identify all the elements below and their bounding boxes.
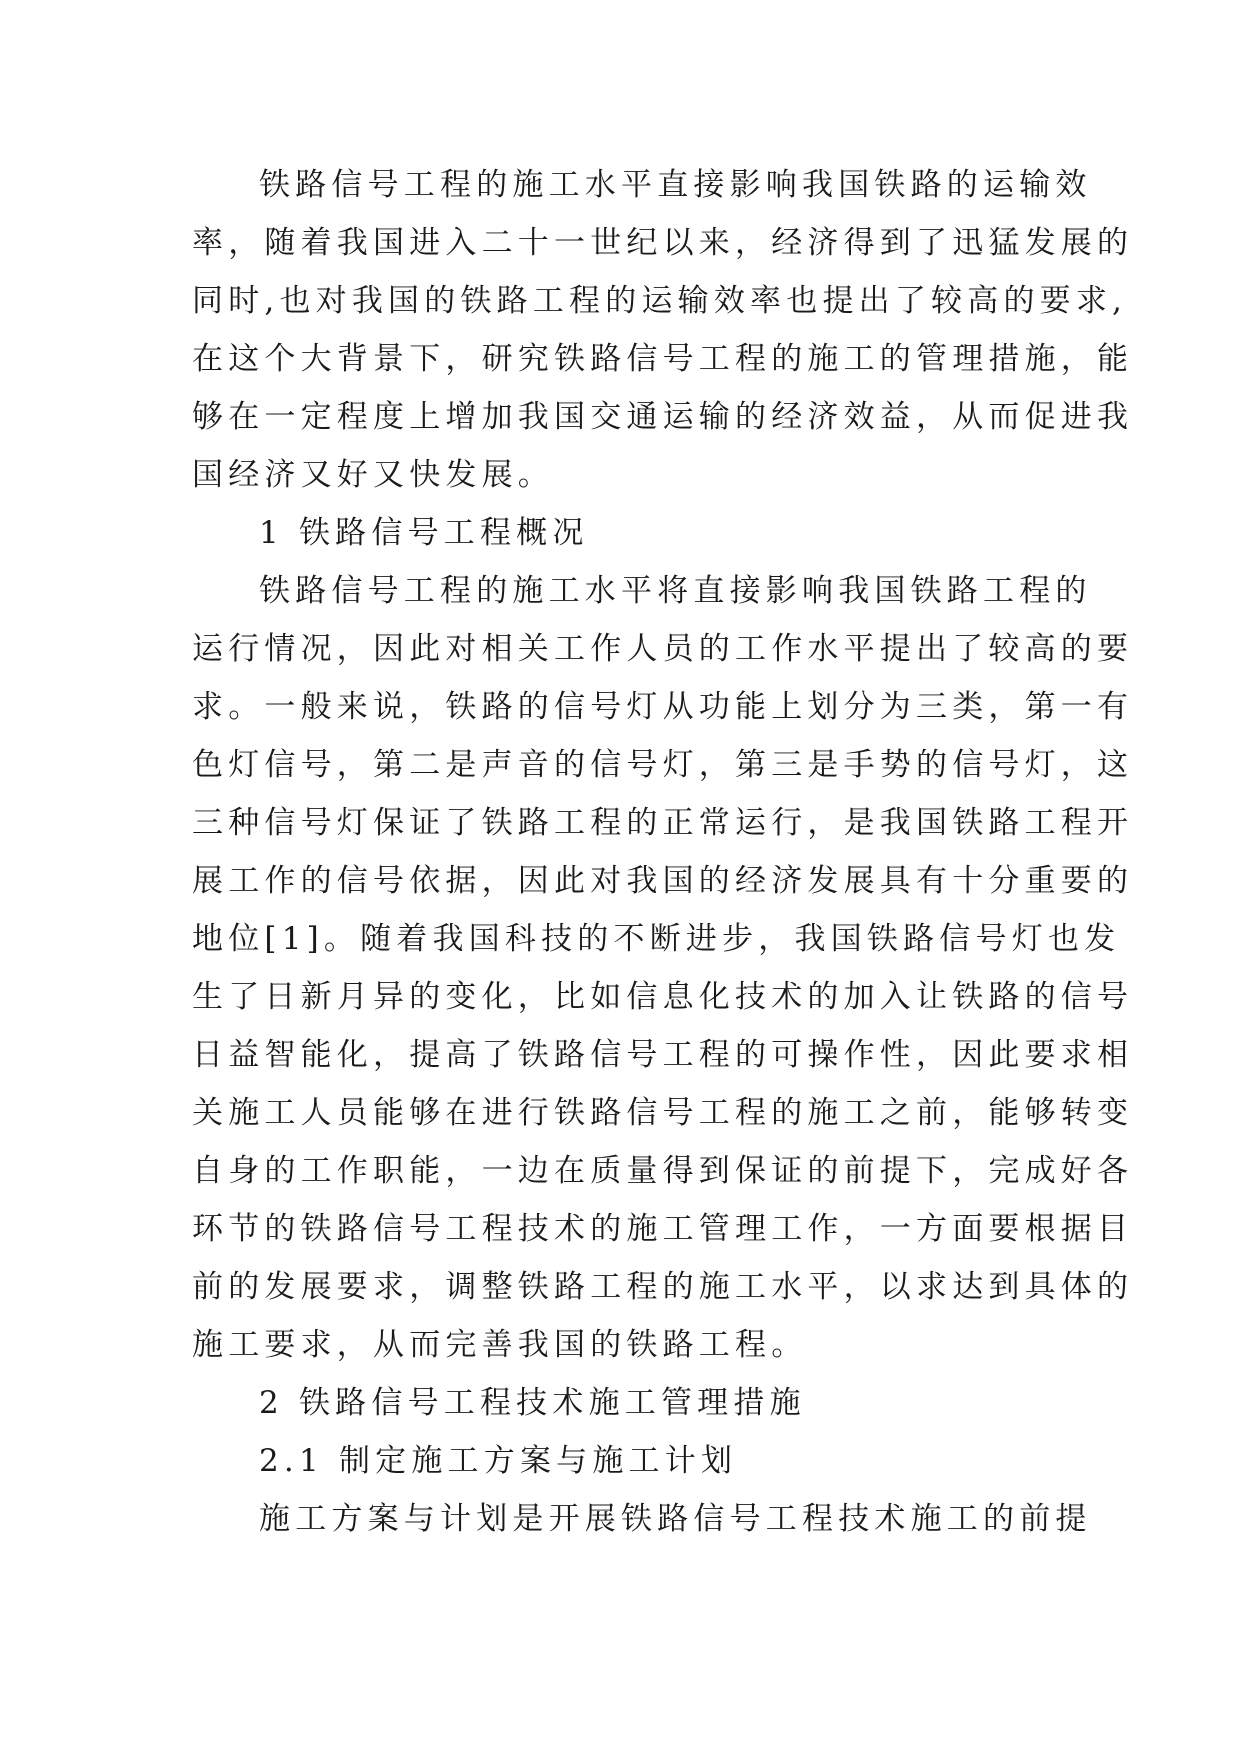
paragraph-1-line-6: 国经济又好又快发展。 — [192, 457, 554, 493]
paragraph-1-line-4: 在这个大背景下，研究铁路信号工程的施工的管理措施，能 — [192, 341, 1134, 377]
paragraph-3-line-1: 施工方案与计划是开展铁路信号工程技术施工的前提 — [259, 1501, 1092, 1537]
paragraph-2-line-7: 地位[1]。随着我国科技的不断进步，我国铁路信号灯也发 — [192, 921, 1121, 957]
paragraph-2-line-6: 展工作的信号依据，因此对我国的经济发展具有十分重要的 — [192, 863, 1134, 899]
section-heading-1: 1 铁路信号工程概况 — [259, 515, 589, 551]
paragraph-2-line-11: 自身的工作职能，一边在质量得到保证的前提下，完成好各 — [192, 1153, 1134, 1189]
paragraph-2-line-13: 前的发展要求，调整铁路工程的施工水平，以求达到具体的 — [192, 1269, 1134, 1305]
paragraph-2-line-14: 施工要求，从而完善我国的铁路工程。 — [192, 1327, 808, 1363]
subsection-heading-2-1: 2.1 制定施工方案与施工计划 — [259, 1443, 738, 1479]
paragraph-2-line-1: 铁路信号工程的施工水平将直接影响我国铁路工程的 — [259, 573, 1092, 609]
paragraph-1-line-5: 够在一定程度上增加我国交通运输的经济效益，从而促进我 — [192, 399, 1134, 435]
paragraph-2-line-12: 环节的铁路信号工程技术的施工管理工作，一方面要根据目 — [192, 1211, 1134, 1247]
paragraph-2-line-5: 三种信号灯保证了铁路工程的正常运行，是我国铁路工程开 — [192, 805, 1134, 841]
paragraph-2-line-3: 求。一般来说，铁路的信号灯从功能上划分为三类，第一有 — [192, 689, 1134, 725]
paragraph-2-line-2: 运行情况，因此对相关工作人员的工作水平提出了较高的要 — [192, 631, 1134, 667]
section-heading-2: 2 铁路信号工程技术施工管理措施 — [259, 1385, 806, 1421]
paragraph-2-line-9: 日益智能化，提高了铁路信号工程的可操作性，因此要求相 — [192, 1037, 1134, 1073]
paragraph-2-line-10: 关施工人员能够在进行铁路信号工程的施工之前，能够转变 — [192, 1095, 1134, 1131]
paragraph-1-line-1: 铁路信号工程的施工水平直接影响我国铁路的运输效 — [259, 167, 1092, 203]
paragraph-1-line-3: 同时,也对我国的铁路工程的运输效率也提出了较高的要求, — [192, 283, 1128, 319]
paragraph-1-line-2: 率，随着我国进入二十一世纪以来，经济得到了迅猛发展的 — [192, 225, 1134, 261]
paragraph-2-line-4: 色灯信号，第二是声音的信号灯，第三是手势的信号灯，这 — [192, 747, 1134, 783]
paragraph-2-line-8: 生了日新月异的变化，比如信息化技术的加入让铁路的信号 — [192, 979, 1134, 1015]
